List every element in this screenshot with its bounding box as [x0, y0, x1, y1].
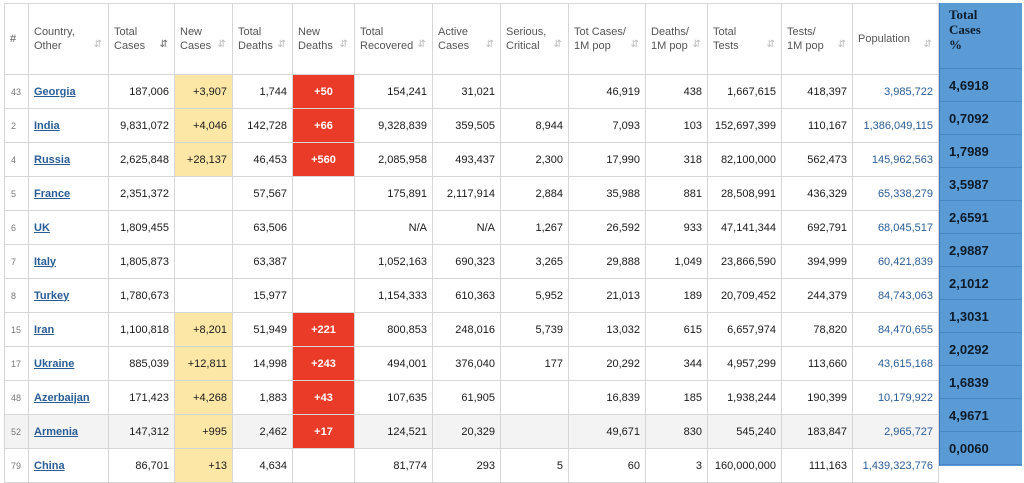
cell-total-cases: 147,312 — [109, 415, 175, 449]
cell-new-deaths: +243 — [293, 347, 355, 381]
cell-new-cases — [175, 211, 233, 245]
col-header-total-cases[interactable]: Total Cases ⇵ — [109, 4, 175, 75]
cell-rank: 17 — [5, 347, 29, 381]
cell-total-cases: 2,351,372 — [109, 177, 175, 211]
cell-rank: 43 — [5, 75, 29, 109]
cell-active-cases: 248,016 — [433, 313, 501, 347]
cell-population: 10,179,922 — [853, 381, 939, 415]
total-cases-percent-cell: 2,1012 — [940, 267, 1022, 300]
cell-deaths-1m: 615 — [646, 313, 708, 347]
total-cases-percent-cell: 1,3031 — [940, 300, 1022, 333]
cell-tot-cases-1m: 35,988 — [569, 177, 646, 211]
cell-country — [29, 109, 109, 143]
table-row — [5, 109, 939, 143]
cell-deaths-1m: 318 — [646, 143, 708, 177]
col-header-new-deaths[interactable]: New Deaths ⇵ — [293, 4, 355, 75]
cell-tot-cases-1m: 49,671 — [569, 415, 646, 449]
cell-rank: 4 — [5, 143, 29, 177]
cell-new-cases: +13 — [175, 449, 233, 483]
cell-tests-1m: 110,167 — [782, 109, 853, 143]
total-cases-percent-cell: 3,5987 — [940, 168, 1022, 201]
cell-tests-1m: 562,473 — [782, 143, 853, 177]
total-cases-percent-cell: 1,6839 — [940, 366, 1022, 399]
cell-new-deaths — [293, 211, 355, 245]
cell-total-tests: 160,000,000 — [708, 449, 782, 483]
country-link[interactable]: Ukraine — [34, 357, 75, 370]
country-link[interactable]: Armenia — [34, 425, 79, 438]
cell-total-deaths: 51,949 — [233, 313, 293, 347]
cell-total-tests: 23,866,590 — [708, 245, 782, 279]
cell-country — [29, 347, 109, 381]
cell-new-cases — [175, 245, 233, 279]
total-cases-percent-cell: 4,6918 — [940, 69, 1022, 102]
cell-country — [29, 211, 109, 245]
cell-total-cases: 1,780,673 — [109, 279, 175, 313]
col-header-deaths-1m[interactable]: Deaths/ 1M pop ⇵ — [646, 4, 708, 75]
cell-tot-cases-1m: 26,592 — [569, 211, 646, 245]
header-row — [5, 4, 939, 75]
col-header-rank[interactable]: # — [5, 4, 29, 75]
cell-rank: 52 — [5, 415, 29, 449]
table-row — [5, 143, 939, 177]
cell-serious: 177 — [501, 347, 569, 381]
cell-tests-1m: 418,397 — [782, 75, 853, 109]
sort-arrows-icon: ⇵ — [93, 39, 102, 50]
cell-active-cases: N/A — [433, 211, 501, 245]
sort-arrows-icon: ⇵ — [630, 39, 639, 50]
sort-arrows-icon: ⇵ — [692, 39, 701, 50]
cell-country — [29, 313, 109, 347]
cell-new-deaths: +17 — [293, 415, 355, 449]
cell-country — [29, 245, 109, 279]
cell-serious — [501, 381, 569, 415]
cell-new-deaths: +221 — [293, 313, 355, 347]
table-row — [5, 381, 939, 415]
cell-total-recovered: 81,774 — [355, 449, 433, 483]
cell-active-cases: 20,329 — [433, 415, 501, 449]
cell-serious: 5,739 — [501, 313, 569, 347]
cell-tests-1m: 183,847 — [782, 415, 853, 449]
cell-new-deaths — [293, 449, 355, 483]
cell-population: 1,439,323,776 — [853, 449, 939, 483]
cell-total-deaths: 2,462 — [233, 415, 293, 449]
sort-descending-icon: ⇵ — [159, 39, 168, 50]
cell-rank: 15 — [5, 313, 29, 347]
table-row — [5, 415, 939, 449]
total-cases-percent-header: Total Cases % — [940, 3, 1022, 69]
total-cases-percent-cell: 2,0292 — [940, 333, 1022, 366]
cell-active-cases: 31,021 — [433, 75, 501, 109]
cell-new-deaths — [293, 245, 355, 279]
total-cases-percent-values — [940, 69, 1022, 465]
cell-population: 3,985,722 — [853, 75, 939, 109]
table-row — [5, 279, 939, 313]
table-row — [5, 313, 939, 347]
total-cases-percent-cell: 1,7989 — [940, 135, 1022, 168]
cell-total-cases: 187,006 — [109, 75, 175, 109]
cell-rank: 5 — [5, 177, 29, 211]
table-row — [5, 449, 939, 483]
col-header-population[interactable]: Population ⇵ — [853, 4, 939, 75]
col-header-total-tests[interactable]: Total Tests ⇵ — [708, 4, 782, 75]
table-row — [5, 245, 939, 279]
cell-country — [29, 279, 109, 313]
cell-deaths-1m: 933 — [646, 211, 708, 245]
cell-country — [29, 449, 109, 483]
table-row — [5, 177, 939, 211]
cell-country — [29, 415, 109, 449]
country-link[interactable]: China — [34, 459, 65, 472]
cell-total-cases: 885,039 — [109, 347, 175, 381]
cell-new-cases: +995 — [175, 415, 233, 449]
cell-rank: 8 — [5, 279, 29, 313]
cell-new-cases: +4,046 — [175, 109, 233, 143]
cell-total-cases: 1,809,455 — [109, 211, 175, 245]
cell-total-recovered: 175,891 — [355, 177, 433, 211]
total-cases-percent-cell: 4,9671 — [940, 399, 1022, 432]
sort-arrows-icon: ⇵ — [339, 39, 348, 50]
col-header-total-deaths[interactable]: Total Deaths ⇵ — [233, 4, 293, 75]
cell-tests-1m: 692,791 — [782, 211, 853, 245]
cell-total-recovered: 1,052,163 — [355, 245, 433, 279]
cell-total-cases: 171,423 — [109, 381, 175, 415]
sort-arrows-icon: ⇵ — [553, 39, 562, 50]
cell-population: 60,421,839 — [853, 245, 939, 279]
sort-arrows-icon: ⇵ — [766, 39, 775, 50]
col-header-active-cases[interactable]: Active Cases ⇵ — [433, 4, 501, 75]
cell-total-recovered: 2,085,958 — [355, 143, 433, 177]
sort-arrows-icon: ⇵ — [923, 39, 932, 50]
cell-tot-cases-1m: 20,292 — [569, 347, 646, 381]
cell-tests-1m: 190,399 — [782, 381, 853, 415]
cell-total-recovered: 494,001 — [355, 347, 433, 381]
cell-new-deaths — [293, 177, 355, 211]
sort-arrows-icon: ⇵ — [417, 39, 426, 50]
country-link[interactable]: India — [34, 119, 60, 132]
cell-rank: 79 — [5, 449, 29, 483]
cell-total-tests: 545,240 — [708, 415, 782, 449]
cell-new-deaths: +50 — [293, 75, 355, 109]
cell-total-cases: 9,831,072 — [109, 109, 175, 143]
col-header-tot-cases-1m[interactable]: Tot Cases/ 1M pop ⇵ — [569, 4, 646, 75]
cell-total-recovered: 1,154,333 — [355, 279, 433, 313]
cell-tests-1m: 78,820 — [782, 313, 853, 347]
cell-country — [29, 177, 109, 211]
cell-tests-1m: 113,660 — [782, 347, 853, 381]
cell-active-cases: 61,905 — [433, 381, 501, 415]
total-cases-percent-cell: 0,7092 — [940, 102, 1022, 135]
cell-active-cases: 359,505 — [433, 109, 501, 143]
total-cases-percent-cell: 2,9887 — [940, 234, 1022, 267]
total-cases-percent-column — [939, 3, 1022, 466]
cell-new-cases: +3,907 — [175, 75, 233, 109]
cell-total-tests: 20,709,452 — [708, 279, 782, 313]
cell-tests-1m: 244,379 — [782, 279, 853, 313]
cell-total-deaths: 57,567 — [233, 177, 293, 211]
country-link[interactable]: Georgia — [34, 85, 76, 98]
cell-total-cases: 1,805,873 — [109, 245, 175, 279]
cell-population: 68,045,517 — [853, 211, 939, 245]
cell-total-cases: 2,625,848 — [109, 143, 175, 177]
total-cases-percent-cell: 2,6591 — [940, 201, 1022, 234]
cell-new-cases: +12,811 — [175, 347, 233, 381]
cell-active-cases: 376,040 — [433, 347, 501, 381]
cell-total-cases: 86,701 — [109, 449, 175, 483]
col-header-serious-critical[interactable]: Serious, Critical ⇵ — [501, 4, 569, 75]
cell-total-deaths: 63,387 — [233, 245, 293, 279]
cell-deaths-1m: 438 — [646, 75, 708, 109]
country-link[interactable]: Azerbaijan — [34, 391, 90, 404]
cell-active-cases: 2,117,914 — [433, 177, 501, 211]
sort-arrows-icon: ⇵ — [217, 39, 226, 50]
cell-tot-cases-1m: 16,839 — [569, 381, 646, 415]
cell-population: 145,962,563 — [853, 143, 939, 177]
cell-serious — [501, 415, 569, 449]
country-link[interactable]: Russia — [34, 153, 71, 166]
cell-active-cases: 493,437 — [433, 143, 501, 177]
cell-total-recovered: 800,853 — [355, 313, 433, 347]
cell-deaths-1m: 881 — [646, 177, 708, 211]
cell-total-tests: 82,100,000 — [708, 143, 782, 177]
cell-total-deaths: 4,634 — [233, 449, 293, 483]
cell-population: 1,386,049,115 — [853, 109, 939, 143]
country-link[interactable]: France — [34, 187, 71, 200]
col-header-country[interactable]: Country, Other ⇵ — [29, 4, 109, 75]
cell-population: 2,965,727 — [853, 415, 939, 449]
cell-total-tests: 4,957,299 — [708, 347, 782, 381]
cell-total-deaths: 63,506 — [233, 211, 293, 245]
cell-deaths-1m: 103 — [646, 109, 708, 143]
cell-population: 65,338,279 — [853, 177, 939, 211]
country-link[interactable]: Turkey — [34, 289, 70, 302]
cell-new-cases: +28,137 — [175, 143, 233, 177]
cell-total-recovered: 124,521 — [355, 415, 433, 449]
country-link[interactable]: Italy — [34, 255, 57, 268]
cell-new-cases: +8,201 — [175, 313, 233, 347]
cell-tot-cases-1m: 21,013 — [569, 279, 646, 313]
cell-total-tests: 152,697,399 — [708, 109, 782, 143]
cell-total-deaths: 15,977 — [233, 279, 293, 313]
country-link[interactable]: UK — [34, 221, 50, 234]
cell-total-tests: 47,141,344 — [708, 211, 782, 245]
cell-country — [29, 143, 109, 177]
cell-tot-cases-1m: 17,990 — [569, 143, 646, 177]
table-row — [5, 347, 939, 381]
cell-country — [29, 75, 109, 109]
cell-serious: 8,944 — [501, 109, 569, 143]
cell-serious — [501, 75, 569, 109]
cell-tests-1m: 111,163 — [782, 449, 853, 483]
col-header-tests-1m[interactable]: Tests/ 1M pop ⇵ — [782, 4, 853, 75]
cell-new-deaths: +66 — [293, 109, 355, 143]
cell-tot-cases-1m: 13,032 — [569, 313, 646, 347]
cell-deaths-1m: 1,049 — [646, 245, 708, 279]
cell-total-tests: 6,657,974 — [708, 313, 782, 347]
covid-stats-table — [4, 3, 939, 483]
table-row — [5, 75, 939, 109]
cell-new-deaths: +43 — [293, 381, 355, 415]
cell-rank: 6 — [5, 211, 29, 245]
col-header-total-recovered[interactable]: Total Recovered ⇵ — [355, 4, 433, 75]
cell-active-cases: 690,323 — [433, 245, 501, 279]
cell-tests-1m: 394,999 — [782, 245, 853, 279]
cell-deaths-1m: 344 — [646, 347, 708, 381]
cell-total-deaths: 46,453 — [233, 143, 293, 177]
cell-total-cases: 1,100,818 — [109, 313, 175, 347]
cell-new-cases: +4,268 — [175, 381, 233, 415]
cell-total-deaths: 142,728 — [233, 109, 293, 143]
cell-serious: 2,884 — [501, 177, 569, 211]
total-cases-percent-cell: 0,0060 — [940, 432, 1022, 465]
cell-serious: 1,267 — [501, 211, 569, 245]
cell-total-deaths: 14,998 — [233, 347, 293, 381]
cell-new-cases — [175, 279, 233, 313]
country-link[interactable]: Iran — [34, 323, 55, 336]
cell-tot-cases-1m: 60 — [569, 449, 646, 483]
cell-total-deaths: 1,744 — [233, 75, 293, 109]
cell-total-recovered: 9,328,839 — [355, 109, 433, 143]
cell-tot-cases-1m: 7,093 — [569, 109, 646, 143]
sort-arrows-icon: ⇵ — [277, 39, 286, 50]
cell-population: 84,743,063 — [853, 279, 939, 313]
sort-arrows-icon: ⇵ — [485, 39, 494, 50]
cell-serious: 5 — [501, 449, 569, 483]
cell-deaths-1m: 3 — [646, 449, 708, 483]
cell-new-cases — [175, 177, 233, 211]
cell-total-tests: 1,667,615 — [708, 75, 782, 109]
cell-tests-1m: 436,329 — [782, 177, 853, 211]
table-body — [5, 75, 939, 483]
cell-deaths-1m: 185 — [646, 381, 708, 415]
cell-active-cases: 293 — [433, 449, 501, 483]
cell-tot-cases-1m: 29,888 — [569, 245, 646, 279]
cell-rank: 7 — [5, 245, 29, 279]
cell-population: 84,470,655 — [853, 313, 939, 347]
cell-country — [29, 381, 109, 415]
cell-deaths-1m: 189 — [646, 279, 708, 313]
cell-total-tests: 28,508,991 — [708, 177, 782, 211]
col-header-new-cases[interactable]: New Cases ⇵ — [175, 4, 233, 75]
cell-serious: 3,265 — [501, 245, 569, 279]
cell-rank: 2 — [5, 109, 29, 143]
cell-population: 43,615,168 — [853, 347, 939, 381]
cell-deaths-1m: 830 — [646, 415, 708, 449]
cell-total-deaths: 1,883 — [233, 381, 293, 415]
cell-total-recovered: N/A — [355, 211, 433, 245]
cell-active-cases: 610,363 — [433, 279, 501, 313]
cell-total-tests: 1,938,244 — [708, 381, 782, 415]
cell-new-deaths: +560 — [293, 143, 355, 177]
cell-serious: 5,952 — [501, 279, 569, 313]
table-row — [5, 211, 939, 245]
cell-rank: 48 — [5, 381, 29, 415]
cell-new-deaths — [293, 279, 355, 313]
cell-total-recovered: 107,635 — [355, 381, 433, 415]
cell-total-recovered: 154,241 — [355, 75, 433, 109]
sort-arrows-icon: ⇵ — [837, 39, 846, 50]
cell-tot-cases-1m: 46,919 — [569, 75, 646, 109]
cell-serious: 2,300 — [501, 143, 569, 177]
